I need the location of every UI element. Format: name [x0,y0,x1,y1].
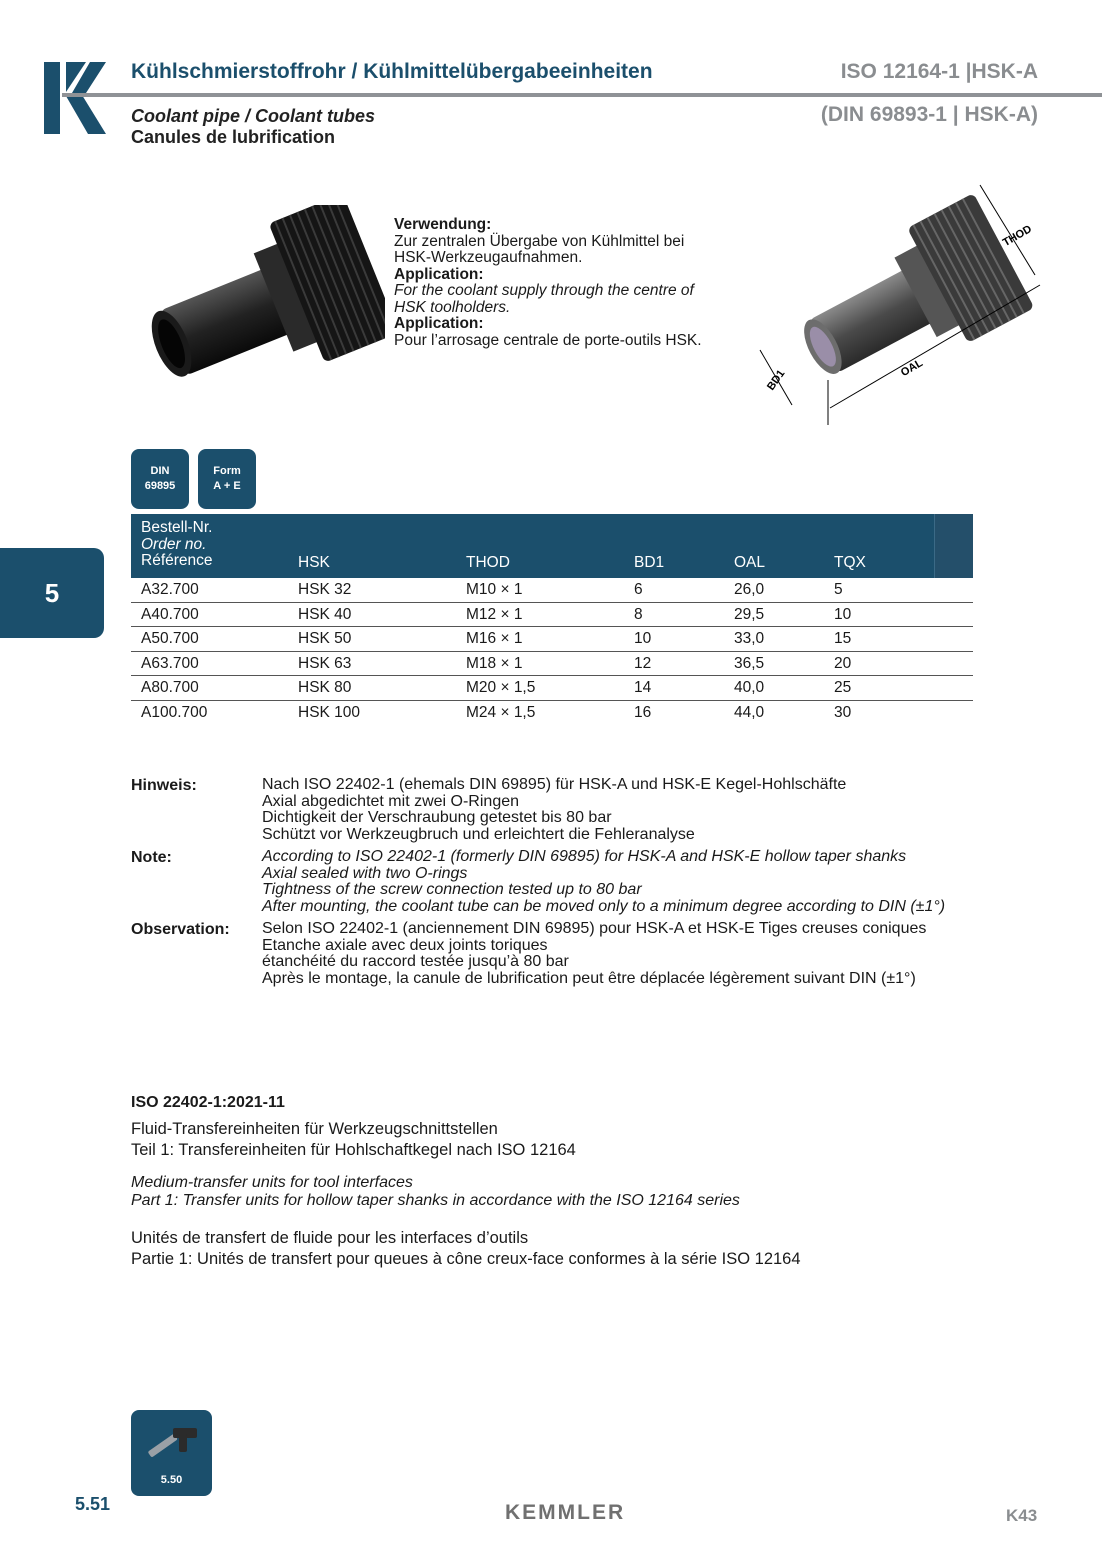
observation-line: Selon ISO 22402-1 (anciennement DIN 69895) pour HSK-A et HSK-E Tiges creuses coniques [262,920,927,937]
table-row [131,701,973,725]
oal-label: OAL [898,357,925,380]
cell-bd1: 12 [634,654,652,672]
iso-en-line: Part 1: Transfer units for hollow taper shanks in accordance with the ISO 12164 series [131,1192,740,1209]
catalog-code: K43 [1006,1506,1038,1525]
cell-tqx: 5 [834,581,843,598]
order-header [141,520,213,570]
usage-de-text-2: HSK-Werkzeugaufnahmen. [394,249,583,266]
cell-thod: M10 × 1 [466,581,523,598]
col-thod: THOD [466,554,510,571]
usage-block [394,217,754,349]
cell-hsk: HSK 63 [298,654,352,672]
product-table [131,514,973,724]
cell-oal: 40,0 [734,679,765,696]
badge-din-line2: 69895 [144,480,176,492]
observation-line: étanchéité du raccord testée jusqu’à 80 bar [262,953,569,971]
iso-de [131,1119,576,1161]
table-row [131,676,973,701]
iso-en [131,1174,740,1210]
cell-oal: 44,0 [734,703,765,721]
cell-hsk: HSK 40 [298,605,352,623]
iso-fr-line: Partie 1: Unités de transfert pour queues à cône creux-face conformes à la série ISO 12164 [131,1250,801,1268]
product-photo [125,205,385,415]
din-standard: (DIN 69893-1 | HSK-A) [820,103,1038,126]
cell-order: A80.700 [141,679,199,696]
iso-de-line: Teil 1: Transfereinheiten für Hohlschaftkegel nach ISO 12164 [131,1141,576,1159]
cell-order: A50.700 [141,630,199,647]
col-bd1: BD1 [634,554,665,571]
usage-en-text-1: For the coolant supply through the centre of [394,282,694,299]
cell-bd1: 10 [634,630,652,647]
observation-text [262,921,926,988]
cell-order: A40.700 [141,605,199,623]
usage-de-text-1: Zur zentralen Übergabe von Kühlmittel bei [394,232,685,250]
page-number: 5.51 [75,1494,111,1514]
note-line: Axial sealed with two O-rings [262,864,468,882]
iso-standard: ISO 12164-1 |HSK-A [840,60,1038,83]
subtitle-fr: Canules de lubrification [131,127,336,147]
cell-tqx: 25 [834,679,852,696]
usage-en-text-2: HSK toolholders. [394,298,511,316]
badge-form [198,449,256,509]
table-body [131,578,973,724]
table-row [131,627,973,652]
note-line: After mounting, the coolant tube can be moved only to a minimum degree according to DIN (±1°) [262,898,946,916]
table-row [131,578,973,603]
cell-oal: 36,5 [734,654,765,672]
usage-de-label: Verwendung: [394,216,492,233]
order-header-fr: Référence [141,552,213,569]
usage-en-label: Application: [394,265,484,283]
hinweis-line: Axial abgedichtet mit zwei O-Ringen [262,792,520,810]
cell-order: A32.700 [141,581,199,598]
cell-bd1: 16 [634,703,652,721]
cell-oal: 26,0 [734,581,765,598]
note-label: Note: [131,849,172,866]
iso-fr [131,1228,801,1270]
cell-hsk: HSK 80 [298,679,352,696]
iso-en-line: Medium-transfer units for tool interfaces [131,1174,413,1191]
table-row [131,603,973,628]
cell-order: A100.700 [141,703,208,721]
key-tool-icon [141,1420,203,1472]
brand-name: KEMMLER [505,1501,626,1524]
table-header [131,514,973,578]
note-line: Tightness of the screw connection tested up to 80 bar [262,881,642,899]
badge-form-line2: A + E [213,480,241,492]
cell-tqx: 10 [834,605,852,623]
cell-tqx: 15 [834,630,852,647]
bd1-label: BD1 [764,367,788,393]
cell-hsk: HSK 100 [298,703,361,721]
badge-din [131,449,189,509]
iso-fr-line: Unités de transfert de fluide pour les interfaces d’outils [131,1229,529,1247]
order-header-de: Bestell-Nr. [141,519,213,536]
order-header-en: Order no. [141,535,207,553]
cell-thod: M12 × 1 [466,605,523,623]
page-title: Kühlschmierstoffrohr / Kühlmittelübergabeeinheiten [131,60,653,83]
chapter-tab[interactable]: 5 [0,548,104,638]
usage-fr-text: Pour l’arrosage centrale de porte-outils HSK. [394,331,702,349]
cell-oal: 33,0 [734,630,765,647]
cell-tqx: 20 [834,654,852,672]
cell-bd1: 6 [634,581,643,598]
observation-line: Etanche axiale avec deux joints toriques [262,936,548,954]
table-row [131,652,973,677]
badge-form-line1: Form [213,465,241,477]
cell-hsk: HSK 32 [298,581,352,598]
cell-thod: M24 × 1,5 [466,703,536,721]
hinweis-line: Dichtigkeit der Verschraubung getestet bis 80 bar [262,809,612,827]
col-oal: OAL [734,554,766,571]
hinweis-text [262,777,846,844]
technical-drawing [750,160,1050,445]
cell-order: A63.700 [141,654,199,672]
note-line: According to ISO 22402-1 (formerly DIN 69895) for HSK-A and HSK-E hollow taper shanks [262,848,907,865]
cell-thod: M20 × 1,5 [466,679,536,696]
iso-de-line: Fluid-Transfereinheiten für Werkzeugschnittstellen [131,1120,498,1138]
thod-label: THOD [1000,223,1034,250]
note-text [262,849,945,916]
cell-bd1: 14 [634,679,652,696]
cell-bd1: 8 [634,605,643,623]
hinweis-label: Hinweis: [131,777,197,794]
observation-label: Observation: [131,921,230,938]
cell-hsk: HSK 50 [298,630,352,647]
hinweis-line: Nach ISO 22402-1 (ehemals DIN 69895) für HSK-A und HSK-E Kegel-Hohlschäfte [262,776,847,793]
col-hsk: HSK [298,554,330,571]
cross-reference-label: 5.50 [160,1474,183,1486]
iso-heading: ISO 22402-1:2021-11 [131,1094,285,1111]
col-tqx: TQX [834,554,866,571]
usage-fr-label: Application: [394,315,484,332]
badge-din-line1: DIN [150,465,170,477]
header-shade [934,514,973,578]
hinweis-line: Schützt vor Werkzeugbruch und erleichtert die Fehleranalyse [262,826,695,844]
observation-line: Après le montage, la canule de lubrification peut être déplacée légèrement suivant DIN (±1°) [262,970,916,988]
header-rule [62,93,1102,97]
cell-thod: M18 × 1 [466,654,523,672]
subtitle-en: Coolant pipe / Coolant tubes [131,106,375,126]
cell-tqx: 30 [834,703,852,721]
kemmler-logo [44,62,106,134]
cell-oal: 29,5 [734,605,765,623]
cell-thod: M16 × 1 [466,630,523,647]
